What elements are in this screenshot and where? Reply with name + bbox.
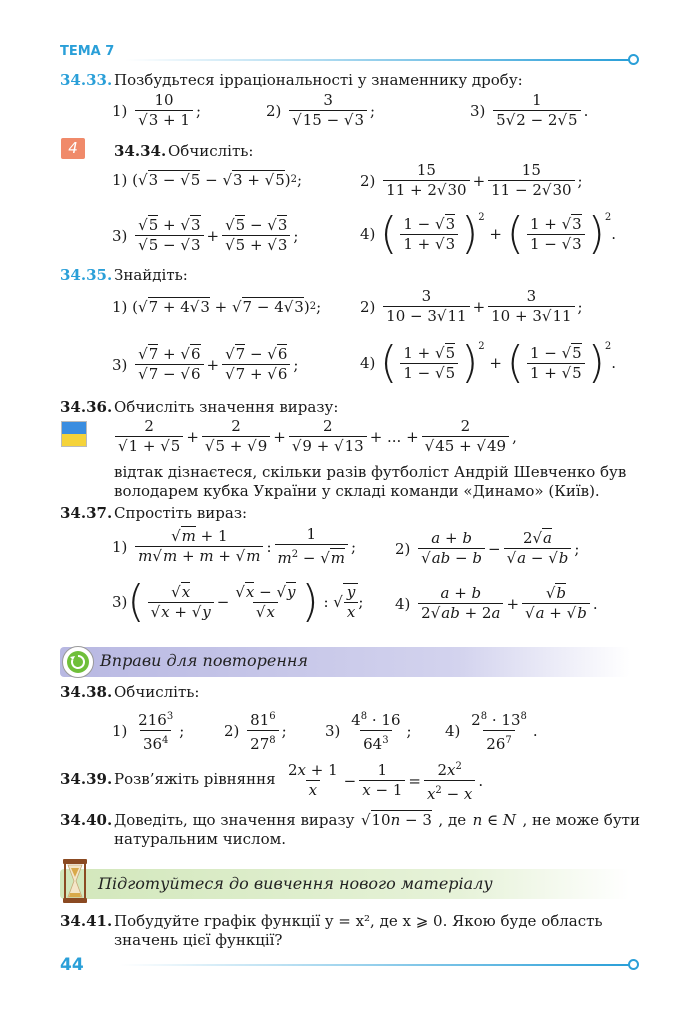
problem-text: Позбудьтеся ірраціональності у знаменнику дробу: bbox=[114, 71, 523, 89]
expr-3435-4: 4) ( $\frac{1 + √5}{1 - √5}$ ) $^2$ + ( $\frac{1 - √5}{1 + √5}$ ) $^2$ . bbox=[360, 337, 617, 388]
ukraine-flag-icon bbox=[61, 421, 87, 447]
problem-number: 34.34. bbox=[114, 142, 167, 160]
problem-number: 34.38. bbox=[60, 683, 113, 701]
problem-text: Спростіть вираз: bbox=[114, 504, 248, 522]
expr-3437-1: 1) $\frac{√m + 1}{m√m + m + √m}$ : $\frac{1}{m^2 - √m}$ ; bbox=[112, 525, 357, 567]
expr-3438-4: 4) $\frac{2^8 \cdot 13^8}{26^7}$ . bbox=[445, 711, 538, 753]
refresh-icon bbox=[62, 646, 94, 678]
problem-text: натуральним числом. bbox=[114, 830, 287, 848]
problem-text: Обчисліть: bbox=[114, 683, 200, 701]
expr-3437-3: 3) ( $\frac{√x}{√x + √y}$ − $\frac{√x - √y}{√x}$ ) : √ $\frac{y}{x}$ ; bbox=[112, 576, 364, 627]
expr-3437-4: 4) $\frac{a + b}{2√ab + 2a}$ + $\frac{√b}{√a + √b}$ . bbox=[395, 584, 598, 622]
problem-text: Побудуйте графік функції y = x², де x ⩾ 0. Якою буде область bbox=[114, 912, 603, 930]
problem-text: відтак дізнаєтеся, скільки разів футболіст Андрій Шевченко був bbox=[114, 463, 627, 481]
problem-text: значень цієї функції? bbox=[114, 931, 283, 949]
header-dot bbox=[628, 54, 639, 65]
expr-3438-3: 3) $\frac{4^8 \cdot 16}{64^3}$ ; bbox=[325, 711, 412, 753]
problem-number: 34.35. bbox=[60, 266, 113, 284]
expr-3440-set: n ∈ N bbox=[472, 811, 516, 829]
expr-3434-2: 2) $\frac{15}{11 + 2√30}$ + $\frac{15}{11 - 2√30}$ ; bbox=[360, 161, 583, 199]
problem-text: Розв’яжіть рівняння bbox=[114, 770, 276, 788]
level-badge: 4 bbox=[61, 138, 85, 159]
expr-3433-2: 2) $\frac{3}{√15 - √3}$ ; bbox=[266, 91, 376, 129]
footer-dot bbox=[628, 959, 639, 970]
problem-text: , не може бути bbox=[522, 811, 640, 829]
footer-rule bbox=[120, 964, 630, 966]
section-title: Підготуйтеся до вивчення нового матеріалу bbox=[98, 874, 493, 893]
expr-3434-1: 1) (√ 3 − √5 − √ 3 + √5 ) 2 ; bbox=[112, 170, 303, 189]
problem-text: володарем кубка України у складі команди «Динамо» (Київ). bbox=[114, 482, 600, 500]
expr-3433-1: 1) $\frac{10}{√3 + 1}$ ; bbox=[112, 91, 201, 129]
section-title: Вправи для повторення bbox=[100, 651, 308, 670]
expr-3436: $\frac{2}{√1 + √5}$ + $\frac{2}{√5 + √9}$ + $\frac{2}{√9 + √13}$ + ... + $\frac{2}{√45 + √49}$ , bbox=[112, 418, 517, 455]
problem-text: Доведіть, що значення виразу bbox=[114, 811, 355, 829]
problem-line bbox=[114, 811, 640, 830]
problem-number: 34.37. bbox=[60, 504, 113, 522]
topic-label: ТЕМА 7 bbox=[60, 44, 115, 59]
problem-text: Знайдіть: bbox=[114, 266, 188, 284]
expr-3435-1: 1) (√ 7 + 4√3 + √ 7 − 4√3 ) 2 ; bbox=[112, 297, 322, 316]
header-rule bbox=[125, 59, 630, 61]
expr-3435-2: 2) $\frac{3}{10 - 3√11}$ + $\frac{3}{10 + 3√11}$ ; bbox=[360, 287, 583, 325]
expr-3434-4: 4) ( $\frac{1 - √3}{1 + √3}$ ) $^2$ + ( $\frac{1 + √3}{1 - √3}$ ) $^2$ . bbox=[360, 208, 617, 259]
expr-3433-3: 3) $\frac{1}{5√2 - 2√5}$ . bbox=[470, 91, 589, 129]
problem-number: 34.40. bbox=[60, 811, 113, 829]
expr-3439: $\frac{2x + 1}{x}$ − $\frac{1}{x - 1}$ = $\frac{2x^2}{x^2 - x}$ . bbox=[288, 761, 484, 803]
expr-3440-root: √10n − 3 bbox=[360, 811, 432, 829]
problem-text: Обчисліть: bbox=[168, 142, 254, 160]
expr-3435-3: 3) $\frac{√7 + √6}{√7 - √6}$ + $\frac{√7 - √6}{√7 + √6}$ ; bbox=[112, 345, 299, 383]
expr-3434-3: 3) $\frac{√5 + √3}{√5 - √3}$ + $\frac{√5 - √3}{√5 + √3}$ ; bbox=[112, 216, 299, 254]
problem-text: , де bbox=[438, 811, 467, 829]
problem-number: 34.33. bbox=[60, 71, 113, 89]
hourglass-icon bbox=[62, 858, 88, 904]
expr-3438-1: 1) $\frac{216^3}{36^4}$ ; bbox=[112, 711, 185, 753]
problem-text: Обчисліть значення виразу: bbox=[114, 398, 339, 416]
problem-number: 34.41. bbox=[60, 912, 113, 930]
expr-3437-2: 2) $\frac{a + b}{√ab - b}$ − $\frac{2√a}{√a - √b}$ ; bbox=[395, 529, 580, 567]
expr-3438-2: 2) $\frac{81^6}{27^8}$ ; bbox=[224, 711, 287, 753]
problem-number: 34.39. bbox=[60, 770, 113, 788]
problem-number: 34.36. bbox=[60, 398, 113, 416]
page-number: 44 bbox=[60, 955, 84, 975]
